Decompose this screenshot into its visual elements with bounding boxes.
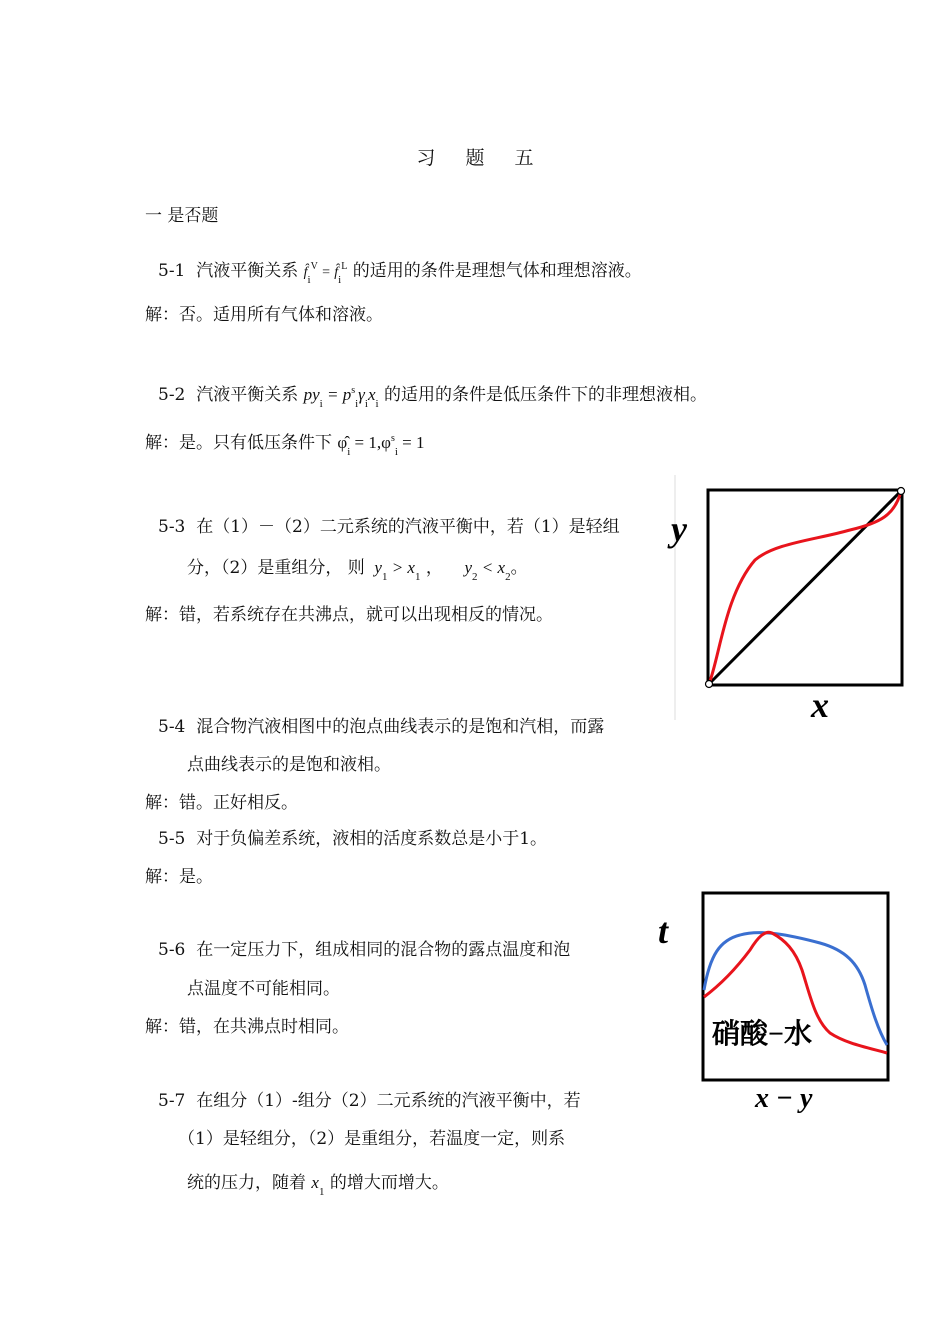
answer-5-5: 解：是。 — [145, 867, 213, 887]
problem-5-1: 5-1 汽液平衡关系 $f̂_i^V$ = $f̂_i^L$ 的适用的条件是理想气体和理想溶液。 — [158, 261, 642, 286]
x-axis-label: x — [811, 685, 829, 725]
problem-5-7-line3: 统的压力，随着 $x_1$ 的增大而增大。 — [187, 1173, 449, 1198]
problem-5-4-line2: 点曲线表示的是饱和液相。 — [187, 755, 391, 775]
answer-5-1: 解：否。适用所有气体和溶液。 — [145, 305, 383, 325]
problem-5-7-line2: （1）是轻组分，（2）是重组分，若温度一定，则系 — [178, 1129, 566, 1149]
problem-5-5: 5-5 对于负偏差系统，液相的活度系数总是小于1。 — [158, 829, 548, 849]
x-y-axis-label: x − y — [755, 1083, 813, 1114]
problem-5-3-line2: 分，（2）是重组分， 则 $y_1 > x_1$ ， $y_2 < x_2$。 — [187, 558, 528, 583]
answer-5-3: 解：错，若系统存在共沸点，就可以出现相反的情况。 — [145, 605, 553, 625]
problem-5-7: 5-7 在组分（1）-组分（2）二元系统的汽液平衡中，若 — [158, 1091, 581, 1111]
formula-x1: $x_1$ — [311, 1173, 325, 1198]
formula-fugacity: $f̂_i^V$ = $f̂_i^L$ — [303, 261, 348, 286]
system-annotation: 硝酸−水 — [712, 1019, 812, 1050]
origin-point — [706, 681, 713, 688]
problem-5-4: 5-4 混合物汽液相图中的泡点曲线表示的是饱和汽相，而露 — [158, 717, 605, 737]
plot-frame — [703, 893, 888, 1080]
formula-y1-gt-x1: $y_1 > x_1$ — [370, 558, 421, 583]
section-heading: 一 是否题 — [145, 206, 219, 226]
formula-y2-lt-x2: $y_2 < x_2$ — [464, 558, 511, 583]
page-title: 习 题 五 — [416, 147, 534, 169]
formula-phi: $\varphî_i = 1,\varphi^s_i = 1$ — [337, 433, 425, 458]
problem-5-3: 5-3 在（1）－（2）二元系统的汽液平衡中，若（1）是轻组 — [158, 517, 620, 537]
problem-5-2: 5-2 汽液平衡关系 $py_i = p^s_i\gamma_ix_i$ 的适用的条件是低压条件下的非理想液相。 — [158, 385, 707, 410]
formula-raoult: $py_i = p^s_i\gamma_ix_i$ — [303, 385, 379, 410]
problem-5-6: 5-6 在一定压力下，组成相同的混合物的露点温度和泡 — [158, 940, 571, 960]
figure-t-x-y-diagram — [650, 885, 900, 1120]
answer-5-4: 解：错。正好相反。 — [145, 793, 298, 813]
answer-5-6: 解：错，在共沸点时相同。 — [145, 1017, 349, 1037]
y-axis-label: y — [671, 509, 687, 549]
problem-5-6-line2: 点温度不可能相同。 — [187, 979, 340, 999]
end-point — [898, 488, 905, 495]
t-axis-label: t — [658, 911, 669, 951]
figure-y-x-diagram — [665, 475, 915, 725]
answer-5-2: 解：是。只有低压条件下 $\varphî_i = 1,\varphi^s_i = 1$ — [145, 433, 425, 458]
